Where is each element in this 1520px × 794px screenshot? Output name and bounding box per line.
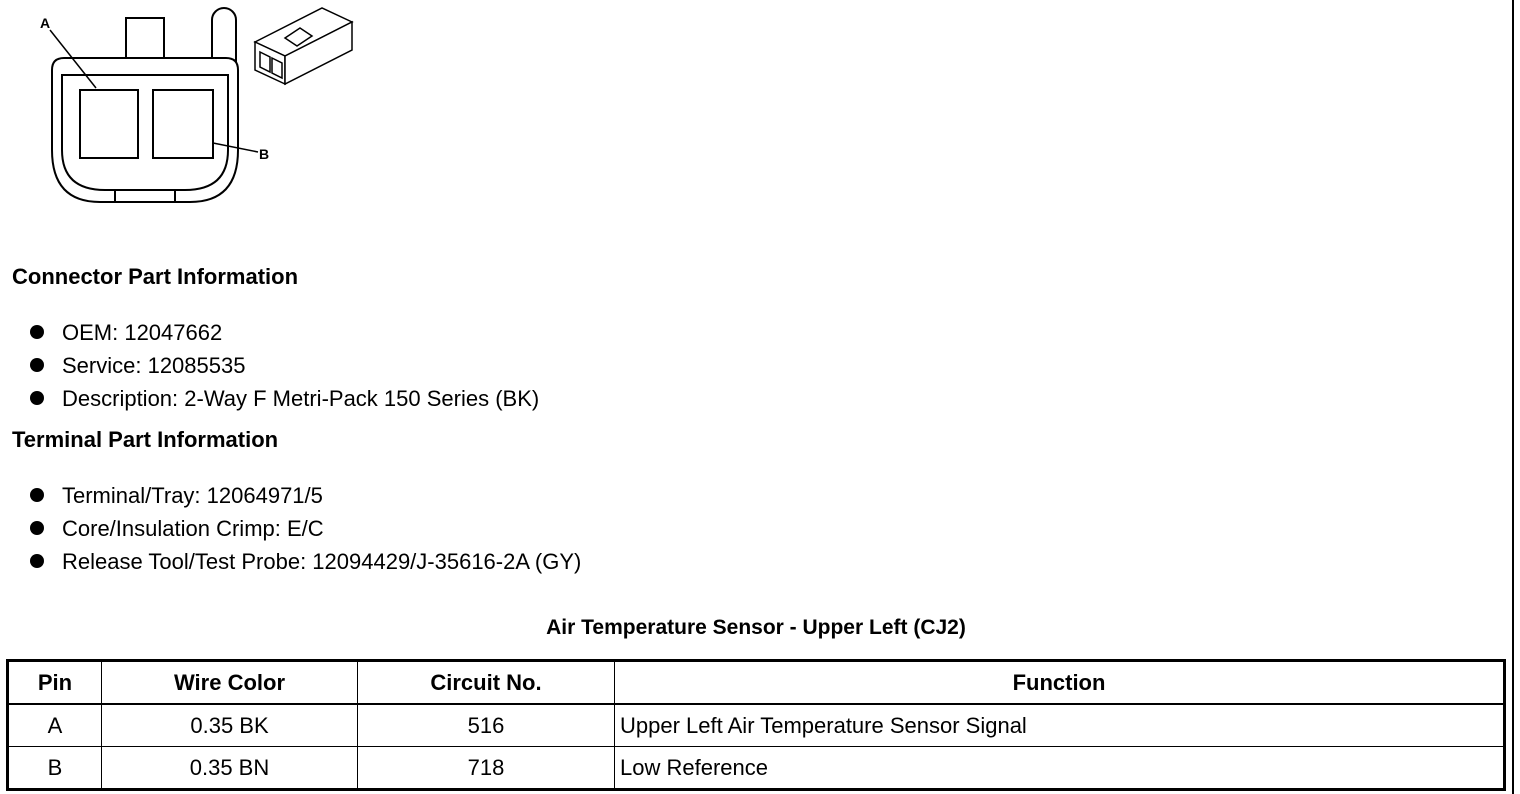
table-title: Air Temperature Sensor - Upper Left (CJ2) <box>546 616 966 639</box>
connector-top-tab <box>126 18 164 62</box>
list-item: OEM: 12047662 <box>30 316 539 349</box>
cell-pin: A <box>8 704 102 747</box>
cell-function: Upper Left Air Temperature Sensor Signal <box>615 704 1505 747</box>
pin-label-a: A <box>40 15 51 31</box>
cell-function: Low Reference <box>615 747 1505 790</box>
header-wire-color: Wire Color <box>102 661 358 705</box>
bullet-icon <box>30 521 44 535</box>
table-header-row <box>8 661 1505 705</box>
page-border-line <box>1512 0 1514 794</box>
connector-latch-post <box>212 8 236 62</box>
cavity-a <box>80 90 138 158</box>
cell-wire-color: 0.35 BN <box>102 747 358 790</box>
table-row <box>8 747 1505 790</box>
cavity-b <box>153 90 213 158</box>
table-row <box>8 704 1505 747</box>
cell-circuit-no: 516 <box>358 704 615 747</box>
cell-pin: B <box>8 747 102 790</box>
connector-diagram <box>0 0 380 215</box>
bullet-icon <box>30 391 44 405</box>
list-item: Terminal/Tray: 12064971/5 <box>30 479 581 512</box>
bullet-icon <box>30 358 44 372</box>
bullet-icon <box>30 554 44 568</box>
connector-iso-view <box>255 8 352 84</box>
list-item: Release Tool/Test Probe: 12094429/J-35616-2A (GY) <box>30 545 581 578</box>
connector-part-list <box>30 316 539 415</box>
connector-part-info-title: Connector Part Information <box>12 264 299 289</box>
pinout-table <box>6 659 1506 791</box>
list-item: Description: 2-Way F Metri-Pack 150 Series (BK) <box>30 382 539 415</box>
cell-wire-color: 0.35 BK <box>102 704 358 747</box>
header-function: Function <box>615 661 1505 705</box>
bullet-icon <box>30 325 44 339</box>
cell-circuit-no: 718 <box>358 747 615 790</box>
header-pin: Pin <box>8 661 102 705</box>
list-item: Core/Insulation Crimp: E/C <box>30 512 581 545</box>
pin-label-b: B <box>259 146 270 162</box>
header-circuit-no: Circuit No. <box>358 661 615 705</box>
terminal-part-info-title: Terminal Part Information <box>12 427 279 452</box>
list-item: Service: 12085535 <box>30 349 539 382</box>
terminal-part-list <box>30 479 581 578</box>
bullet-icon <box>30 488 44 502</box>
